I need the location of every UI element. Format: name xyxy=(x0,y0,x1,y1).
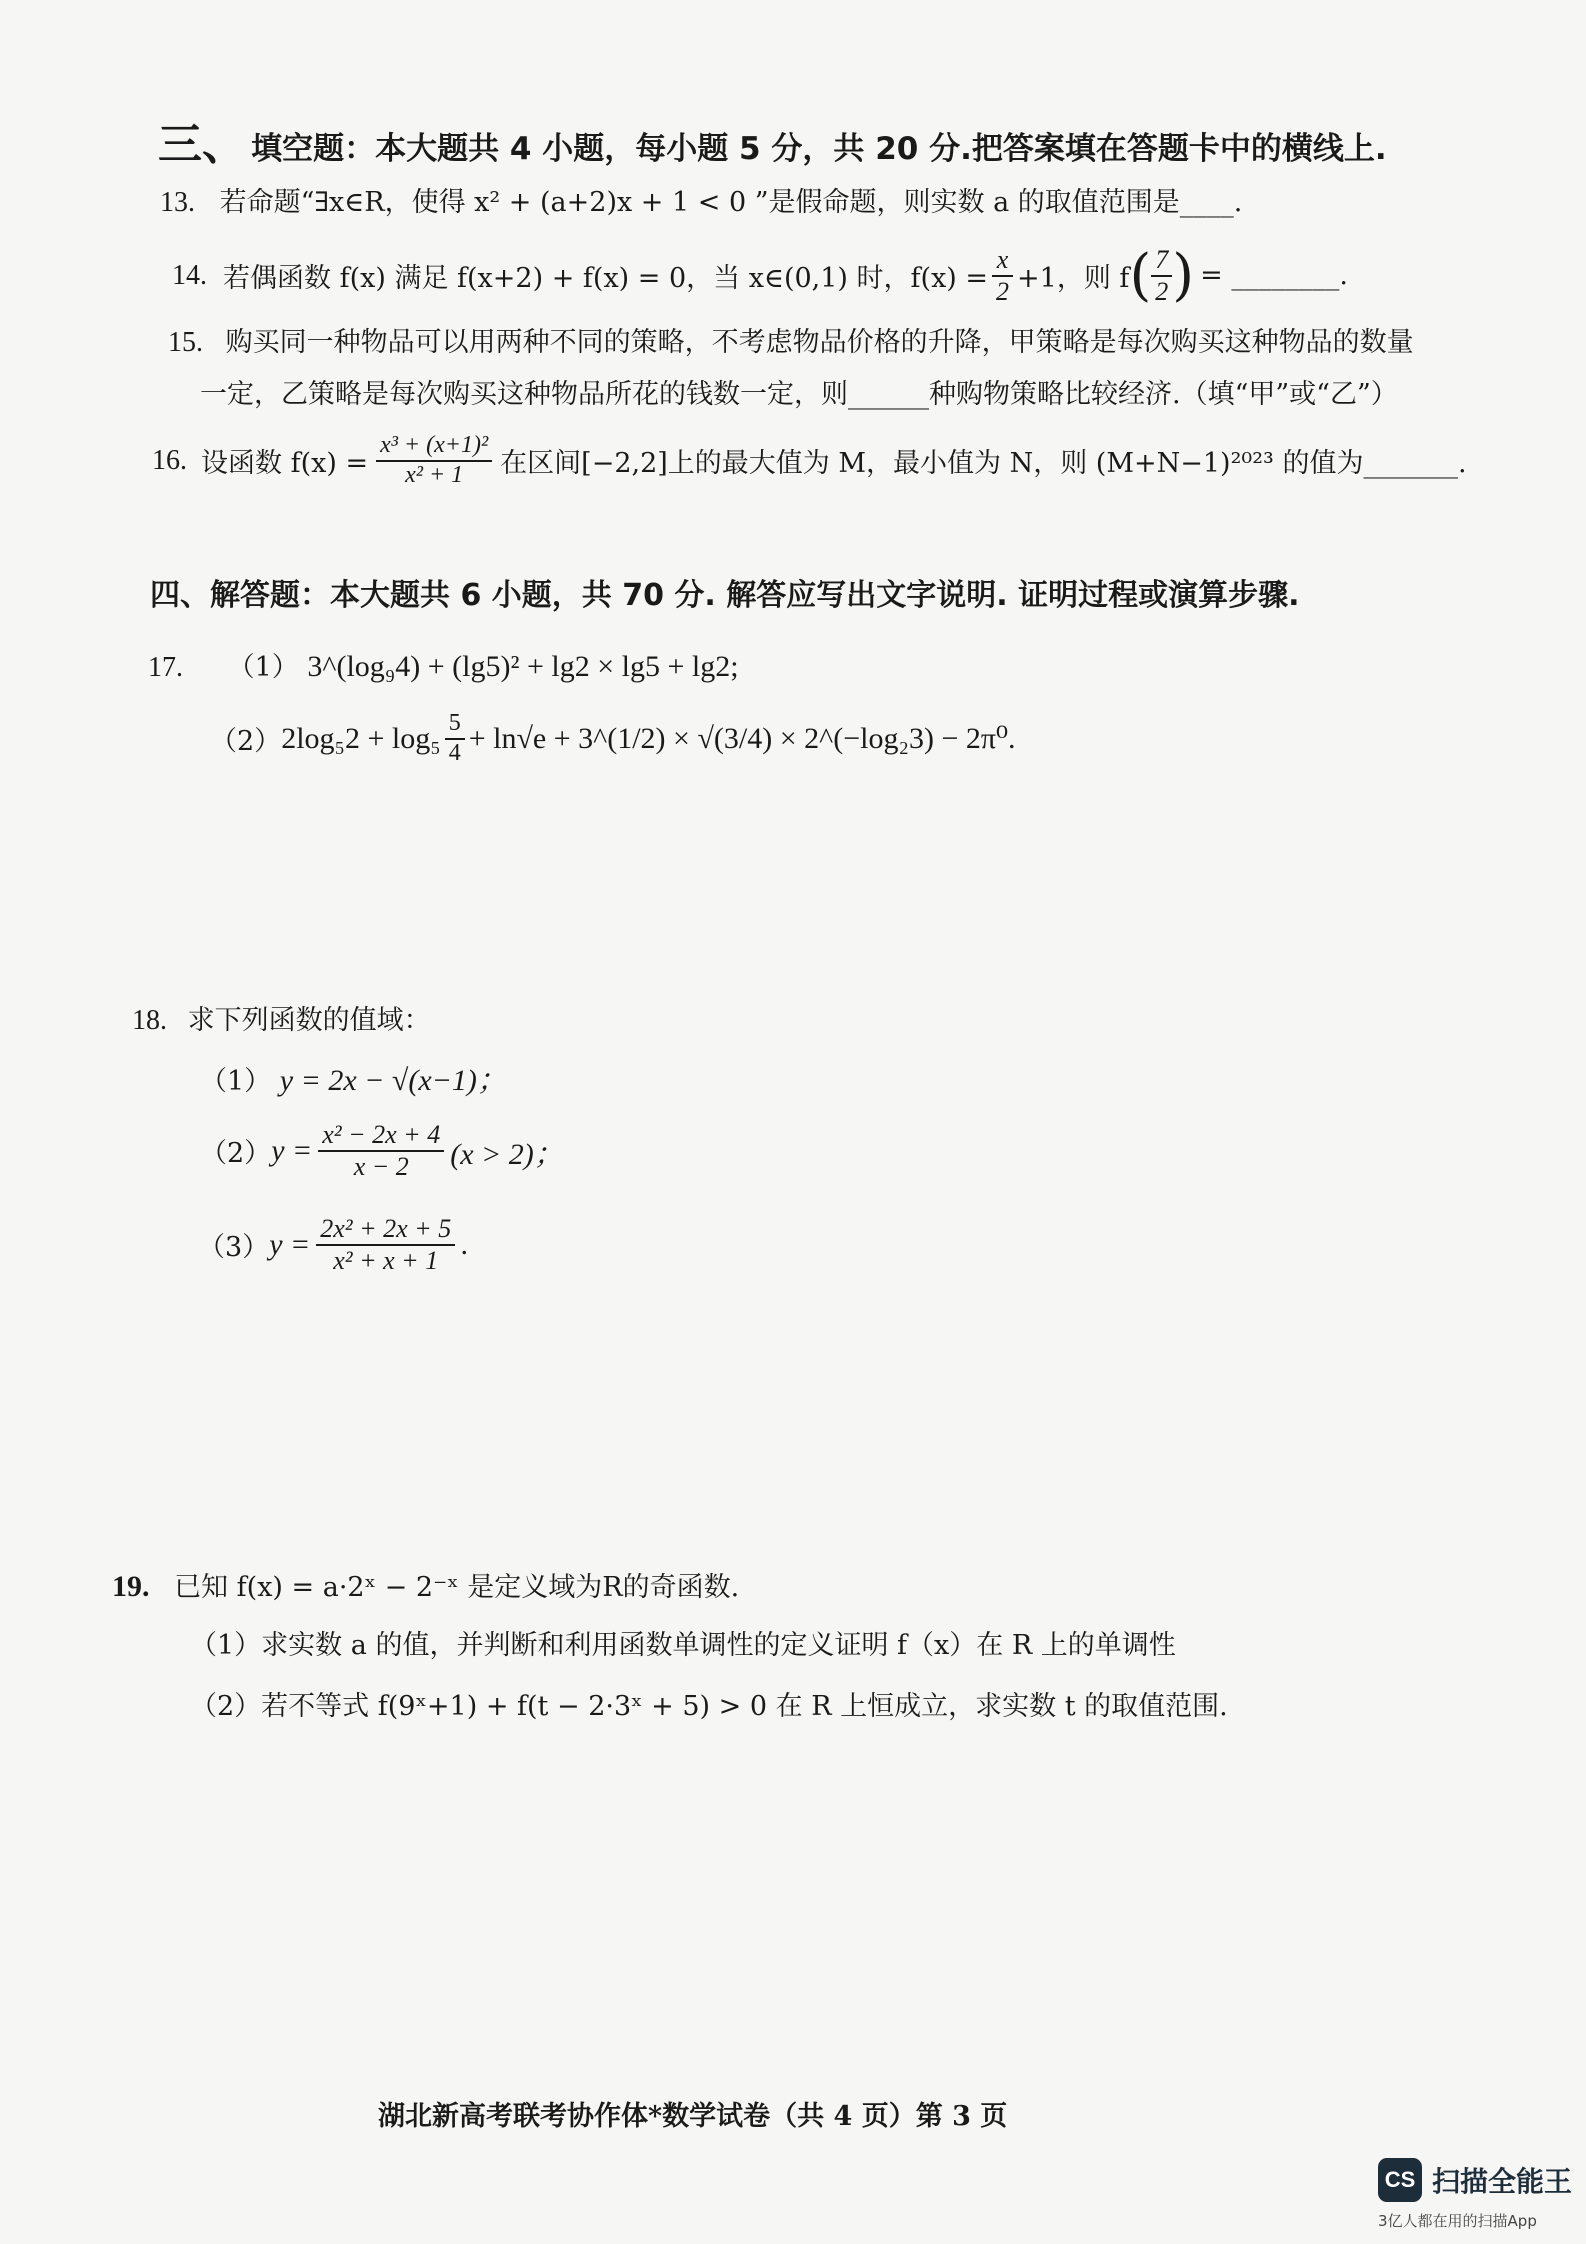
question-15-line2 xyxy=(200,372,1398,411)
question-17-part1 xyxy=(148,645,739,684)
section3-numeral: 三、 xyxy=(158,119,246,170)
part-label: （3） xyxy=(198,1232,270,1264)
question-number: 17. xyxy=(148,652,183,683)
paren-right: ) xyxy=(1172,243,1195,308)
fraction-numerator: x³ + (x+1)² xyxy=(376,432,492,462)
question-text-line1: 购买同一种物品可以用两种不同的策略，不考虑物品价格的升降，甲策略是每次购买这种物品的数量 xyxy=(225,327,1414,358)
fraction xyxy=(1151,245,1172,307)
question-number: 19. xyxy=(112,1570,150,1603)
question-intro: 已知 f(x) = a·2ˣ − 2⁻ˣ 是定义域为R的奇函数. xyxy=(174,1572,740,1603)
question-19-part2 xyxy=(190,1684,1228,1723)
math-expression: . xyxy=(461,1227,469,1261)
page-footer: 湖北新高考联考协作体*数学试卷（共 4 页）第 3 页 xyxy=(378,2101,1008,2132)
math-expression: + ln√e + 3^(1/2) × √(3/4) × 2^(−log₂3) − 2π⁰. xyxy=(468,722,1016,756)
part-text: （2）若不等式 f(9ˣ+1) + f(t − 2·3ˣ + 5) > 0 在 R 上恒成立，求实数 t 的取值范围. xyxy=(190,1691,1228,1722)
question-13 xyxy=(160,180,1242,219)
question-19-part1 xyxy=(190,1623,1176,1662)
fraction xyxy=(316,1214,455,1276)
question-number: 14. xyxy=(172,259,207,291)
question-text-part: +1，则 f xyxy=(1017,263,1130,294)
fraction-denominator: 4 xyxy=(448,739,461,766)
fraction-numerator: 5 xyxy=(445,710,465,740)
fraction-numerator: x xyxy=(992,245,1013,277)
question-text-part: 若偶函数 f(x) 满足 f(x+2) + f(x) = 0，当 x∈(0,1) 时，f(x) = xyxy=(223,263,989,294)
watermark-brand: 扫描全能王 xyxy=(1432,2165,1573,2198)
math-expression: y = 2x − √(x−1)； xyxy=(279,1064,507,1097)
fraction xyxy=(376,432,492,489)
scanner-watermark xyxy=(1378,2158,1572,2202)
fraction-denominator: x² + 1 xyxy=(405,461,464,488)
question-18-part2 xyxy=(200,1120,564,1182)
question-19 xyxy=(112,1565,739,1604)
question-text-part: = ________. xyxy=(1200,260,1348,291)
section3-heading: 填空题：本大题共 4 小题，每小题 5 分，共 20 分.把答案填在答题卡中的横线上. xyxy=(251,131,1387,167)
watermark-tagline: 3亿人都在用的扫描App xyxy=(1378,2212,1537,2230)
fraction-denominator: x² + x + 1 xyxy=(333,1245,439,1275)
fraction xyxy=(992,245,1013,307)
paren-left: ( xyxy=(1129,243,1152,308)
part-text: （1）求实数 a 的值，并判断和利用函数单调性的定义证明 f（x）在 R 上的单调性 xyxy=(190,1630,1176,1661)
question-18 xyxy=(132,998,431,1037)
part-label: （1） xyxy=(227,652,299,683)
fraction-numerator: 7 xyxy=(1151,245,1172,277)
question-text-line2: 一定，乙策略是每次购买这种物品所花的钱数一定，则______种购物策略比较经济.（填“甲”或“乙”） xyxy=(200,379,1398,410)
math-expression: 2log₅2 + log₅ xyxy=(281,721,441,755)
question-number: 16. xyxy=(152,444,187,476)
math-expression: y = xyxy=(271,1133,313,1167)
fraction xyxy=(318,1120,444,1182)
question-number: 15. xyxy=(168,327,203,358)
question-intro: 求下列函数的值域： xyxy=(187,1005,431,1036)
question-number: 13. xyxy=(160,187,195,218)
question-17-part2 xyxy=(210,710,1016,767)
section4-header: 四、解答题：本大题共 6 小题，共 70 分. 解答应写出文字说明. 证明过程或演算步骤. xyxy=(150,578,1300,613)
question-text-part: 设函数 f(x) = xyxy=(201,448,369,480)
math-expression: y = xyxy=(269,1227,311,1261)
question-14 xyxy=(172,243,1348,308)
section3-header xyxy=(158,108,1387,172)
question-text-part: 在区间[−2,2]上的最大值为 M，最小值为 N，则 (M+N−1)²⁰²³ 的值为_______. xyxy=(500,448,1467,480)
fraction-denominator: 2 xyxy=(996,276,1010,306)
question-18-part3 xyxy=(198,1214,469,1276)
fraction-denominator: x − 2 xyxy=(353,1151,409,1181)
part-label: （2） xyxy=(210,726,282,758)
fraction-numerator: x² − 2x + 4 xyxy=(318,1120,444,1152)
math-expression: (x > 2)； xyxy=(450,1137,564,1171)
question-16 xyxy=(152,432,1467,489)
question-number: 18. xyxy=(132,1005,167,1036)
math-expression: 3^(log₉4) + (lg5)² + lg2 × lg5 + lg2; xyxy=(307,650,739,683)
fraction-numerator: 2x² + 2x + 5 xyxy=(316,1214,455,1246)
part-label: （1） xyxy=(200,1066,272,1097)
question-18-part1 xyxy=(200,1055,507,1099)
question-15 xyxy=(168,320,1414,359)
fraction-denominator: 2 xyxy=(1155,276,1169,306)
part-label: （2） xyxy=(200,1138,272,1170)
question-text: 若命题“∃x∈R，使得 x² + (a+2)x + 1 < 0 ”是假命题，则实数 a 的取值范围是____. xyxy=(219,187,1243,218)
cs-logo-icon: CS xyxy=(1378,2158,1422,2202)
fraction xyxy=(445,710,465,767)
